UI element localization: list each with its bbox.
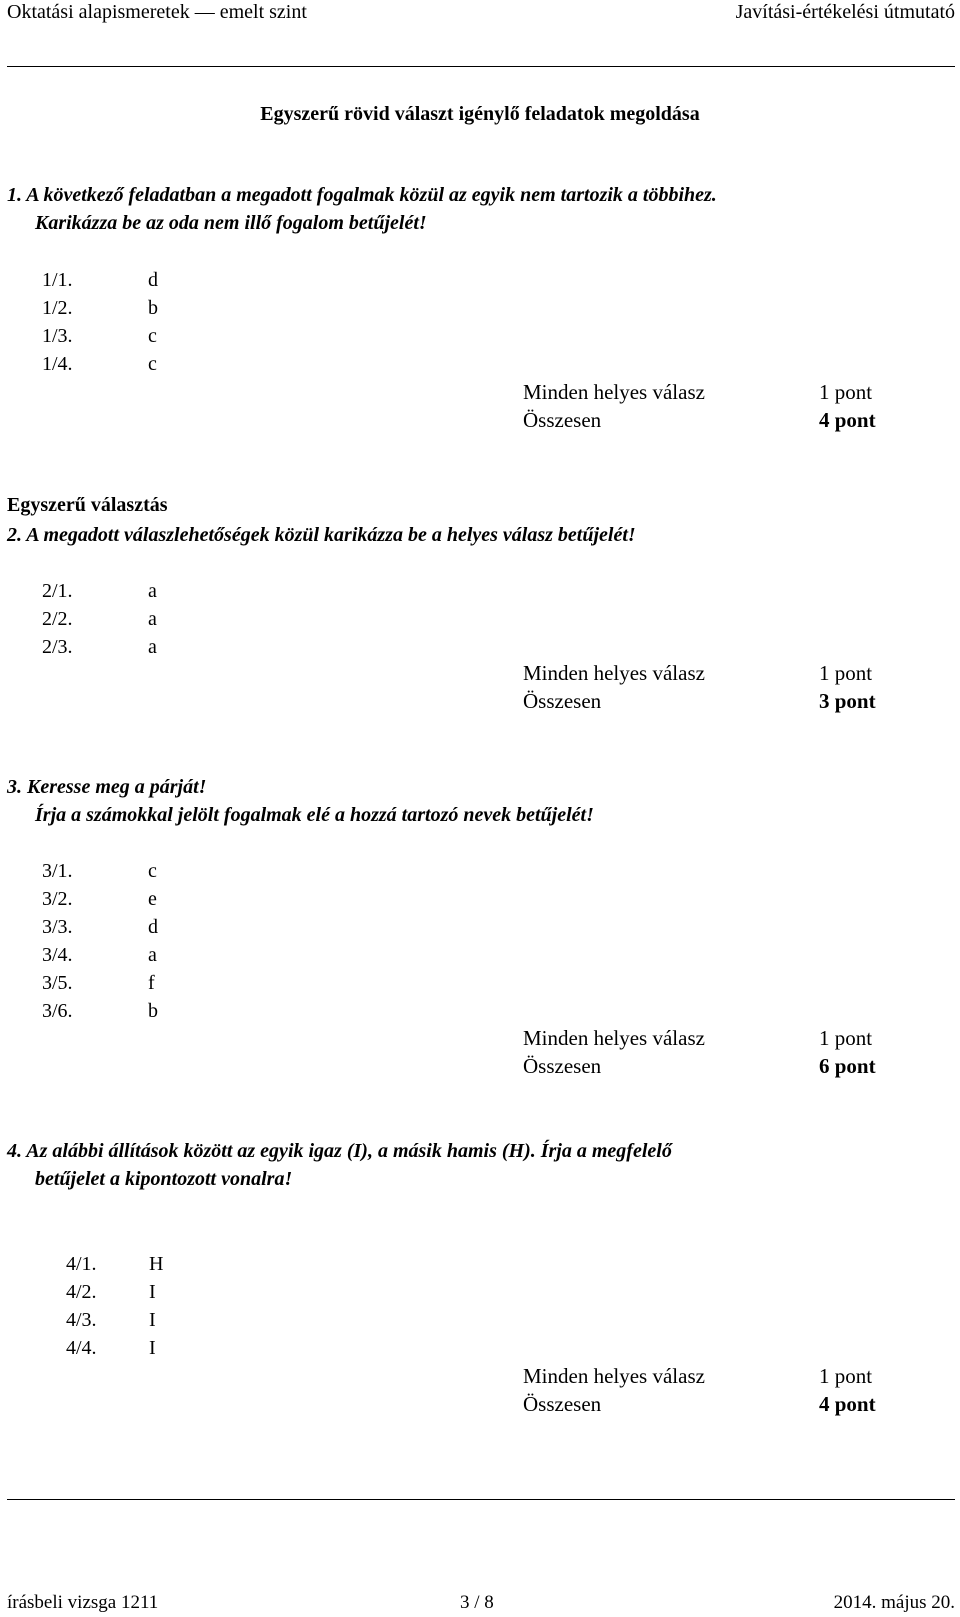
task2-section-title: Egyszerű választás bbox=[7, 494, 168, 516]
footer-date: 2014. május 20. bbox=[833, 1592, 955, 1613]
answer-value: I bbox=[149, 1309, 156, 1331]
header-right: Javítási-értékelési útmutató bbox=[735, 1, 955, 23]
total-value: 6 pont bbox=[819, 1054, 876, 1078]
answer-label: 4/2. bbox=[66, 1281, 97, 1303]
answer-label: 1/1. bbox=[42, 269, 73, 291]
score-value: 1 pont bbox=[819, 1364, 873, 1388]
header-rule bbox=[7, 66, 955, 67]
score-label: Minden helyes válasz bbox=[523, 1364, 705, 1388]
answer-value: c bbox=[148, 860, 157, 882]
answer-value: c bbox=[148, 353, 157, 375]
task4-text-line2: betűjelet a kipontozott vonalra! bbox=[35, 1168, 293, 1190]
page-title: Egyszerű rövid választ igénylő feladatok megoldása bbox=[260, 103, 700, 125]
total-value: 4 pont bbox=[819, 1392, 876, 1416]
task1-text-line1: 1. A következő feladatban a megadott fogalmak közül az egyik nem tartozik a többihez. bbox=[7, 184, 717, 206]
task4-text-line1: 4. Az alábbi állítások között az egyik igaz (I), a másik hamis (H). Írja a megfelelő bbox=[7, 1140, 672, 1162]
answer-label: 2/2. bbox=[42, 608, 73, 630]
answer-label: 4/3. bbox=[66, 1309, 97, 1331]
answer-value: I bbox=[149, 1337, 156, 1359]
answer-value: a bbox=[148, 944, 157, 966]
total-label: Összesen bbox=[523, 1392, 602, 1416]
answer-value: b bbox=[148, 297, 158, 319]
answer-value: c bbox=[148, 325, 157, 347]
answer-label: 4/4. bbox=[66, 1337, 97, 1359]
answer-label: 3/6. bbox=[42, 1000, 73, 1022]
answer-label: 1/4. bbox=[42, 353, 73, 375]
answer-value: a bbox=[148, 608, 157, 630]
footer-rule bbox=[7, 1499, 955, 1500]
header-left: Oktatási alapismeretek — emelt szint bbox=[7, 1, 307, 23]
score-value: 1 pont bbox=[819, 1026, 873, 1050]
answer-value: e bbox=[148, 888, 157, 910]
footer-left: írásbeli vizsga 1211 bbox=[7, 1592, 159, 1613]
answer-label: 3/1. bbox=[42, 860, 73, 882]
task3-text-line2: Írja a számokkal jelölt fogalmak elé a hozzá tartozó nevek betűjelét! bbox=[35, 804, 594, 826]
score-value: 1 pont bbox=[819, 661, 873, 685]
total-label: Összesen bbox=[523, 408, 602, 432]
total-value: 4 pont bbox=[819, 408, 876, 432]
answer-label: 1/3. bbox=[42, 325, 73, 347]
score-value: 1 pont bbox=[819, 380, 873, 404]
answer-value: a bbox=[148, 580, 157, 602]
answer-label: 1/2. bbox=[42, 297, 73, 319]
answer-label: 2/3. bbox=[42, 636, 73, 658]
task2-text: 2. A megadott válaszlehetőségek közül karikázza be a helyes válasz betűjelét! bbox=[7, 524, 636, 546]
answer-value: f bbox=[148, 972, 155, 994]
total-label: Összesen bbox=[523, 1054, 602, 1078]
answer-label: 3/2. bbox=[42, 888, 73, 910]
answer-label: 3/5. bbox=[42, 972, 73, 994]
answer-label: 3/4. bbox=[42, 944, 73, 966]
answer-value: d bbox=[148, 269, 158, 291]
answer-label: 3/3. bbox=[42, 916, 73, 938]
score-label: Minden helyes válasz bbox=[523, 1026, 705, 1050]
answer-value: a bbox=[148, 636, 157, 658]
answer-value: H bbox=[149, 1253, 164, 1275]
score-label: Minden helyes válasz bbox=[523, 661, 705, 685]
answer-value: d bbox=[148, 916, 158, 938]
total-label: Összesen bbox=[523, 689, 602, 713]
answer-value: I bbox=[149, 1281, 156, 1303]
page-number: 3 / 8 bbox=[460, 1592, 494, 1613]
answer-label: 4/1. bbox=[66, 1253, 97, 1275]
total-value: 3 pont bbox=[819, 689, 876, 713]
answer-label: 2/1. bbox=[42, 580, 73, 602]
score-label: Minden helyes válasz bbox=[523, 380, 705, 404]
task1-text-line2: Karikázza be az oda nem illő fogalom betűjelét! bbox=[35, 212, 427, 234]
answer-value: b bbox=[148, 1000, 158, 1022]
task3-text-line1: 3. Keresse meg a párját! bbox=[7, 776, 207, 798]
